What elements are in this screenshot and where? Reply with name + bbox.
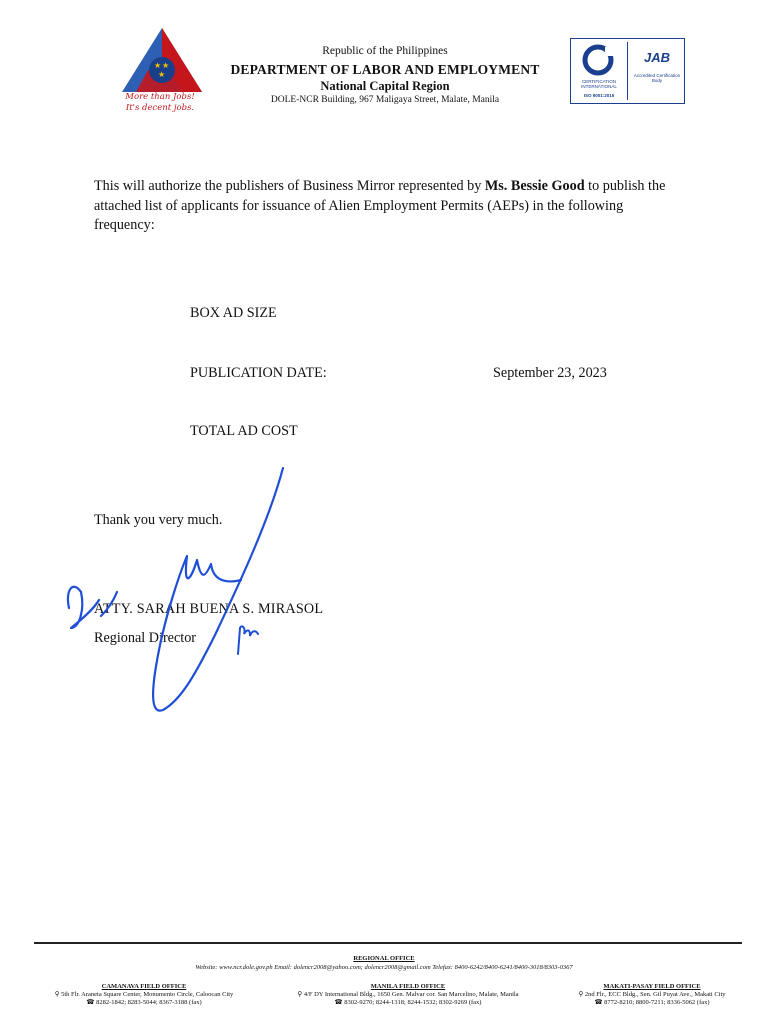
office-phone	[552, 999, 752, 1007]
regional-office-heading: REGIONAL OFFICE	[353, 955, 415, 962]
office-address-text: 4/F DY International Bldg., 1650 Gen. Malvar cor. San Marcelino, Malate, Manila	[303, 991, 519, 998]
certification-ring-icon	[581, 43, 615, 77]
tagline-line2: It's decent jobs.	[125, 103, 195, 113]
representative-name: Ms. Bessie Good	[484, 178, 585, 194]
svg-text:★: ★	[158, 70, 166, 79]
office-name: MAKATI-PASAY FIELD OFFICE	[603, 983, 701, 990]
field-label-publication-date: PUBLICATION DATE:	[190, 365, 327, 381]
phone-icon: ☎	[594, 999, 605, 1006]
header-region: National Capital Region	[320, 79, 450, 93]
svg-text:★: ★	[162, 61, 170, 70]
header-republic: Republic of the Philippines	[322, 45, 448, 57]
location-pin-icon: ⚲	[54, 991, 62, 998]
office-address	[266, 991, 550, 999]
office-phone	[266, 999, 550, 1007]
office-address-text: 2nd Flr., ECC Bldg., Sen. Gil Puyat Ave., Makati City	[584, 991, 726, 998]
handwritten-initials	[232, 618, 262, 658]
svg-text:★: ★	[154, 61, 162, 70]
cert-divider	[627, 42, 628, 100]
logo-tagline	[112, 86, 208, 114]
cert-left-sub: ISO 9001:2015	[583, 93, 615, 98]
office-address-text: 5th Flr. Araneta Square Center, Monumento Circle, Caloocan City	[61, 991, 234, 998]
field-label-total-ad-cost: TOTAL AD COST	[190, 423, 298, 439]
authorization-paragraph	[94, 177, 684, 236]
para-prefix: This will authorize the publishers of Business Mirror represented by	[94, 178, 485, 194]
office-address	[552, 991, 752, 999]
cert-left-label: CERTIFICATION INTERNATIONAL	[581, 79, 617, 89]
closing-text: Thank you very much.	[94, 512, 223, 528]
office-phone-text: 8772-8210; 8800-7211; 8336-5062 (fax)	[604, 999, 710, 1006]
office-phone-text: 8302-9270; 8244-1318; 8244-1532; 8302-9269 (fax)	[344, 999, 482, 1006]
field-label-box-ad-size: BOX AD SIZE	[190, 305, 277, 321]
header-department: DEPARTMENT OF LABOR AND EMPLOYMENT	[230, 62, 540, 77]
signatory-title: Regional Director	[94, 630, 197, 646]
office-phone-text: 8282-1842; 8283-5044; 8367-3188 (fax)	[96, 999, 202, 1006]
phone-icon: ☎	[86, 999, 97, 1006]
location-pin-icon: ⚲	[578, 991, 585, 998]
office-name: MANILA FIELD OFFICE	[370, 983, 446, 990]
header-address: DOLE-NCR Building, 967 Maligaya Street, Malate, Manila	[270, 95, 500, 105]
cert-right-sub: Accredited Certification Body	[633, 73, 681, 83]
location-pin-icon: ⚲	[297, 991, 304, 998]
office-manila	[266, 983, 550, 1007]
office-phone	[24, 999, 264, 1007]
para-suffix: to publish the attached list of applicants for issuance of Alien Employment Permits (AEPs) in the following frequency:	[94, 178, 666, 233]
office-camanava	[24, 983, 264, 1007]
signatory-name: ATTY. SARAH BUENA S. MIRASOL	[94, 601, 324, 617]
office-makati-pasay	[552, 983, 752, 1007]
regional-office-contacts: Website: www.ncr.dole.gov.ph Email: dolencr2008@yahoo.com; dolencr2008@gmail.com Telefax: 8400-6242/8400-6241/8400-3018/8303-0367	[195, 964, 573, 971]
tagline-line1: More than Jobs!	[125, 92, 195, 102]
office-name: CAMANAVA FIELD OFFICE	[101, 983, 187, 990]
certification-badge	[570, 38, 685, 104]
office-address	[24, 991, 264, 999]
jab-logo: JAB	[643, 50, 670, 65]
field-value-publication-date: September 23, 2023	[493, 365, 607, 381]
footer-rule	[34, 942, 742, 944]
handwritten-signature	[55, 460, 315, 720]
phone-icon: ☎	[334, 999, 345, 1006]
